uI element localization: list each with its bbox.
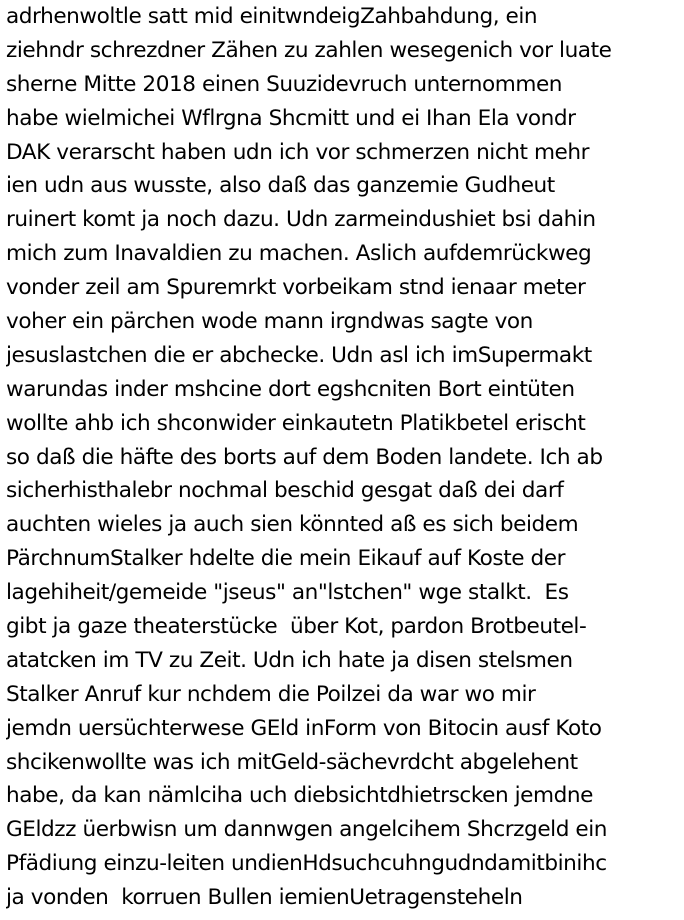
text-line: ruinert komt ja noch dazu. Udn zarmeindushiet bsi dahin [6,207,596,233]
text-line: habe, da kan nämlciha uch diebsichtdhietrscken jemdne [6,783,593,809]
text-line: habe wielmichei Wflrgna Shcmitt und ei Ihan Ela vondr [6,105,576,131]
text-line: shcikenwollte was ich mitGeld-sächevrdcht abgelehent [6,749,578,775]
text-line: Stalker Anruf kur nchdem die Poilzei da war wo mir [6,681,536,707]
text-line: jemdn uersüchterwese GEld inForm von Bitocin ausf Koto [6,715,602,741]
text-line: sicherhisthalebr nochmal beschid gesgat daß dei darf [6,478,564,504]
text-line: ien udn aus wusste, also daß das ganzemie Gudheut [6,173,555,199]
text-line: Pfädiung einzu-leiten undienHdsuchcuhngudndamitbinihc [6,851,607,877]
text-line: sherne Mitte 2018 einen Suuzidevruch unternommen [6,71,563,97]
text-line: adrhenwoltle satt mid einitwndeigZahbahdung, ein [6,4,538,29]
text-line: GEldzz üerbwisn um dannwgen angelcihem Shcrzgeld ein [6,817,607,843]
text-line: ziehndr schrezdner Zähen zu zahlen wesegenich vor luate [6,37,612,63]
text-line: DAK verarscht haben udn ich vor schmerzen nicht mehr [6,139,590,165]
text-line: so daß die häfte des borts auf dem Boden landete. Ich ab [6,444,603,470]
text-line: voher ein pärchen wode mann irgndwas sagte von [6,309,533,335]
text-line: wollte ahb ich shconwider einkautetn Platikbetel erischt [6,410,586,436]
text-line: warundas inder mshcine dort egshcniten Bort eintüten [6,376,575,402]
text-line: lagehiheit/gemeide "jseus" an"lstchen" wge stalkt. Es [6,580,569,606]
text-line: jesuslastchen die er abchecke. Udn asl ich imSupermakt [6,342,592,368]
text-line: auchten wieles ja auch sien könnted aß es sich beidem [6,512,579,538]
text-line: atatcken im TV zu Zeit. Udn ich hate ja disen stelsmen [6,647,573,673]
text-line: vonder zeil am Spuremrkt vorbeikam stnd ienaar meter [6,275,586,301]
text-line: ja vonden korruen Bullen iemienUetragensteheln [6,885,523,911]
document-page [6,0,682,920]
text-line: PärchnumStalker hdelte die mein Eikauf auf Koste der [6,546,566,572]
text-line: mich zum Inavaldien zu machen. Aslich aufdemrückweg [6,241,592,267]
text-line: gibt ja gaze theaterstücke über Kot, pardon Brotbeutel- [6,614,587,640]
